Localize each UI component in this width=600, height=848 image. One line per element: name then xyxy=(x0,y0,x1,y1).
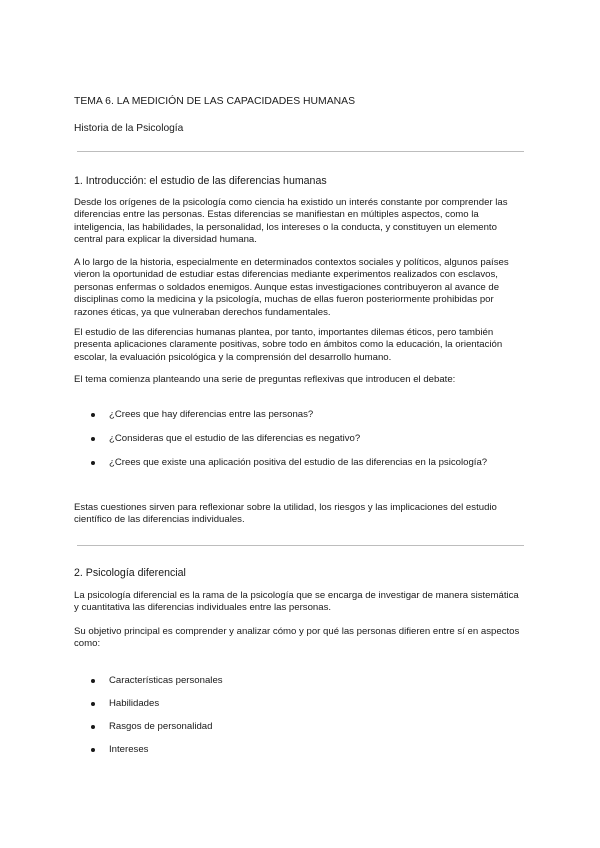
bullet-icon xyxy=(91,702,95,706)
reflection-questions-list xyxy=(74,409,526,469)
bullet-icon xyxy=(91,679,95,683)
list-item xyxy=(74,675,526,687)
document-subtitle: Historia de la Psicología xyxy=(74,123,184,134)
bullet-icon xyxy=(91,437,95,441)
list-item xyxy=(74,433,526,445)
list-item-text: Rasgos de personalidad xyxy=(109,721,213,732)
section-2-paragraph-1: La psicología diferencial es la rama de la psicología que se encarga de investigar de manera sistemática y cuantitativa las diferencias individuales entre las personas. xyxy=(74,590,519,614)
bullet-icon xyxy=(91,725,95,729)
list-item-text: ¿Crees que existe una aplicación positiva del estudio de las diferencias en la psicología? xyxy=(109,457,488,468)
section-divider xyxy=(77,545,524,546)
differences-aspects-list xyxy=(74,675,526,756)
list-item-text: ¿Consideras que el estudio de las diferencias es negativo? xyxy=(109,433,361,444)
list-item xyxy=(74,409,526,421)
section-1-paragraph-4: El tema comienza planteando una serie de preguntas reflexivas que introducen el debate: xyxy=(74,374,456,385)
list-item xyxy=(74,457,526,469)
list-item-text: Habilidades xyxy=(109,698,160,709)
section-1-paragraph-3: El estudio de las diferencias humanas plantea, por tanto, importantes dilemas éticos, pero también presenta aplicaciones claramente positivas, sobre todo en ámbitos como la educación, la orientación escolar, la evaluación psicológica y la comprensión del desarrollo humano. xyxy=(74,327,503,363)
list-item-text: Intereses xyxy=(109,744,149,755)
section-1-closing-paragraph: Estas cuestiones sirven para reflexionar sobre la utilidad, los riesgos y las implicaciones del estudio científico de las diferencias individuales. xyxy=(74,502,497,526)
section-1-heading: 1. Introducción: el estudio de las diferencias humanas xyxy=(74,175,327,187)
bullet-icon xyxy=(91,413,95,417)
list-item-text: ¿Crees que hay diferencias entre las personas? xyxy=(109,409,314,420)
bullet-icon xyxy=(91,748,95,752)
section-1-paragraph-2: A lo largo de la historia, especialmente en determinados contextos sociales y políticos, algunos países vieron la oportunidad de estudiar estas diferencias mediante experimentos realizados con esclavos, personas enfermas o soldados enemigos. Aunque estas investigaciones contribuyeron al avance de disciplinas como la medicina y la psicología, muchas de ellas fueron posteriormente prohibidas por razones éticas, ya que vulneraban derechos fundamentales. xyxy=(74,257,509,318)
section-2-paragraph-2: Su objetivo principal es comprender y analizar cómo y por qué las personas difieren entre sí en aspectos como: xyxy=(74,626,520,650)
document-title: TEMA 6. LA MEDICIÓN DE LAS CAPACIDADES HUMANAS xyxy=(74,96,355,107)
bullet-icon xyxy=(91,461,95,465)
list-item xyxy=(74,721,526,733)
list-item-text: Características personales xyxy=(109,675,223,686)
section-divider xyxy=(77,151,524,152)
section-1-paragraph-1: Desde los orígenes de la psicología como ciencia ha existido un interés constante por comprender las diferencias entre las personas. Estas diferencias se manifiestan en múltiples aspectos, como la inteligencia, las habilidades, la personalidad, los intereses o la conducta, y constituyen un elemento central para explicar la diversidad humana. xyxy=(74,197,508,246)
section-2-heading: 2. Psicología diferencial xyxy=(74,567,186,579)
list-item xyxy=(74,698,526,710)
list-item xyxy=(74,744,526,756)
